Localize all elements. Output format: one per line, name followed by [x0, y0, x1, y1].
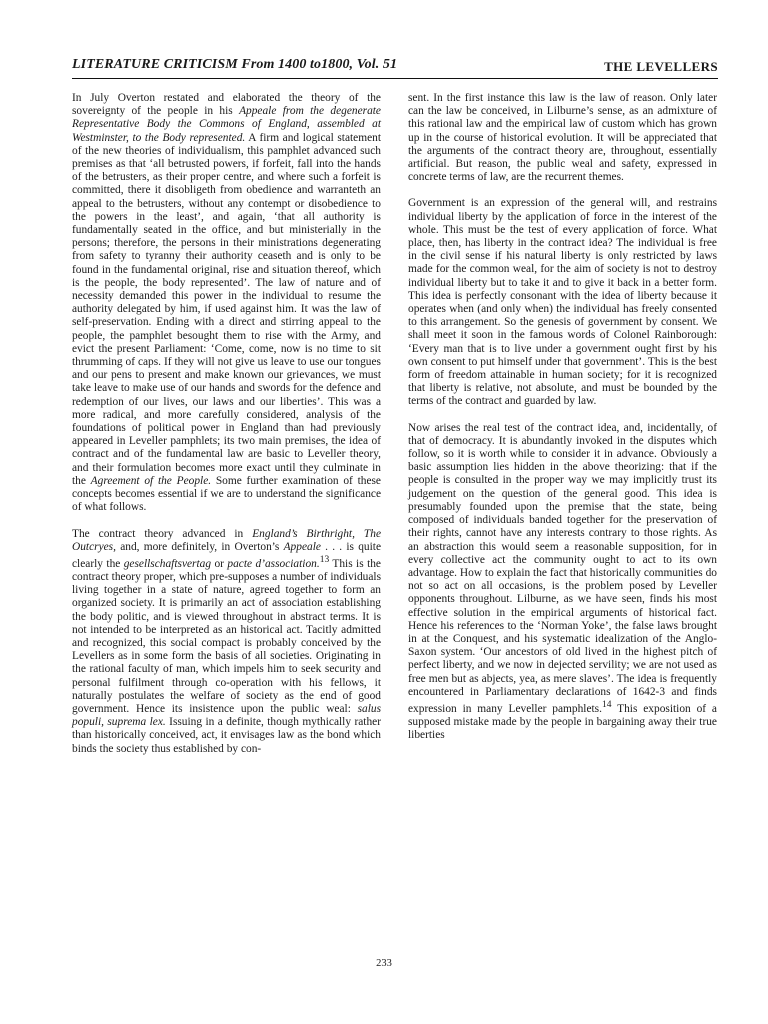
running-header — [72, 56, 718, 79]
running-title: LITERATURE CRITICISM From 1400 to1800, Vol. 51 — [72, 57, 398, 72]
page-number: 233 — [376, 958, 392, 969]
section-title: THE LEVELLERS — [604, 59, 718, 74]
paragraph: Now arises the real test of the contract idea, and, incidentally, of that of democracy. It is abundantly invoked in the disputes which follow, so it is worth while to consider it in advance. Obviously a basic assumption lies hidden in the above theorizing: that if the people is consulted in the proper way we may implicitly trust its judgement on the question of the general good. This idea is presumably founded upon the premise that the state, being composed of individuals banded together for the preservation of their rights, cannot have any interests contrary to those rights. As an abstraction this would seem a reasonable supposition, for in every collective act the community ought to act to its own advantage. How to explain the fact that historically communities do not so act on all occasions, is the problem posed by Leveller opponents throughout. Lilburne, as we have seen, finds his most effective solution in the empirical arguments of historical fact. Hence his references to the ‘Norman Yoke’, the false laws brought in at the Conquest, and his systematic idealization of the Anglo-Saxon system. ‘Our ancestors of old lived in the highest pitch of perfect liberty, and we now in dejected servility; we are not used as free men but as abjects, yea, as mere slaves’. The idea is frequently encountered in Parliamentary declarations of 1642-3 and finds expression in many Leveller pamphlets.$^{14}$ This exposition of a supposed mistake made by the people in bargaining away their true liberties — [408, 421, 717, 742]
left-column — [72, 92, 381, 756]
paragraph: In July Overton restated and elaborated the theory of the sovereignty of the people in his Appeale from the degenerate Representative Body the Commons of England, assembled at Westminster, to the Body represented. A firm and logical statement of the new theories of individualism, this pamphlet advanced such premises as that ‘all betrusted powers, if forfeit, fall into the hands of the betrusters, as their proper centre, and where such a forfeit is committed, there it disobligeth from obedience and warranteth an appeal to the betrusters, without any contempt or disobedience to the powers in the least’, and again, ‘that all authority is fundamentally seated in the office, and but ministerially in the persons; therefore, the persons in their ministrations degenerating from safety to tyranny their authority ceaseth and is only to be found in the fundamental original, rise and situation thereof, which is the people, the body represented’. The law of nature and of necessity demanded this power in the individual to resume the authority delegated by him, if used against him. It was the law of self-preservation. Ending with a direct and stirring appeal to the people, the pamphlet besought them to rise with the Army, and evict the present Parliament: ‘Come, come, now is no time to sit thrumming of caps. If they will not give us leave to use our tongues and our pens to present and make known our grievances, we must take leave to make use of our hands and swords for the defence and redemption of our lives, our laws and our liberties’. This was a more radical, and more carefully considered, analysis of the foundations of political power in England than had previously appeared in Leveller pamphlets; its two main premises, the idea of contract and of the fundamental law are basic to Leveller theory, and their formulation becomes more exact until they culminate in the Agreement of the People. Some further examination of these concepts becomes essential if we are to understand the significance of what follows. — [72, 92, 381, 514]
paragraph: sent. In the first instance this law is the law of reason. Only later can the law be conceived, in Lilburne’s sense, as an admixture of this rational law and the empirical law of custom which has grown up in the course of historical evolution. It will be appreciated that the arguments of the contract theory are, throughout, essentially artificial. But reason, the public weal and safety, expressed in concrete terms of law, are the recurrent themes. — [408, 92, 717, 184]
paragraph: The contract theory advanced in England’s Birthright, The Outcryes, and, more definitely, in Overton’s Appeale . . . is quite clearly the gesellschaftsvertag or pacte d’association.$^{13}$ This is the contract theory proper, which pre-supposes a number of individuals living together in a state of nature, agreed together to form an organized society. It is primarily an act of association establishing the body politic, and is viewed throughout in abstract terms. It is not intended to be interpreted as an historical act. Tacitly admitted and recognized, this social compact is probably conceived by the Levellers as in some form the basis of all societies. Originating in the rational faculty of man, which impels him to seek security and personal fulfilment through co-operation with his fellows, it naturally postulates the welfare of society as the end of good government. Hence its insistence upon the public weal: salus populi, suprema lex. Issuing in a definite, though mythically rather than historically conceived, act, it envisages law as the bond which binds the society thus established by con- — [72, 527, 382, 755]
paragraph: Government is an expression of the general will, and restrains individual liberty by the application of force in the interest of the whole. This must be the test of every application of force. What place, then, has liberty in the contract idea? The individual is free in the civil sense if his natural liberty is only restricted by laws made for the common weal, for the aim of society is not to destroy individual liberty but to take it and to give it back in a better form. This idea is perfectly consonant with the idea of liberty because it operates when (and only when) the individual has freely consented to this arrangement. So the genesis of government by consent. We shall meet it soon in the famous words of Colonel Rainborough: ‘Every man that is to live under a government ought first by his own consent to put himself under that government’. This is the best form of freedom attainable in human society; for it is recognized that liberty is relative, not absolute, and must be bounded by the terms of the contract and guarded by law. — [408, 197, 717, 408]
footnote-ref: 13 — [319, 554, 330, 565]
footnote-ref: 14 — [601, 699, 612, 710]
right-column — [408, 92, 717, 742]
